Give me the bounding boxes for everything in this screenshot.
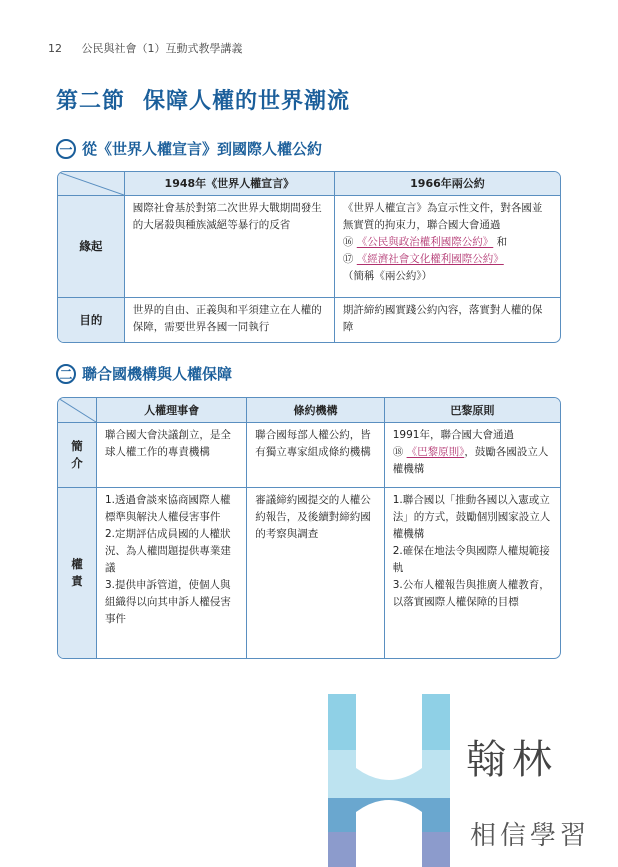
answer-number: ⑱ xyxy=(392,446,404,458)
list-item: 1.聯合國以「推動各國以入憲或立法」的方式，鼓勵個別國家設立人權機構 xyxy=(392,494,551,540)
answer-number: ⑰ xyxy=(342,253,354,265)
table-cell: 聯合國大會決議創立，是全球人權工作的專責機構 xyxy=(97,423,247,488)
diagonal-line-icon xyxy=(58,398,96,422)
declaration-table xyxy=(57,171,561,343)
row-header: 權責 xyxy=(58,488,97,658)
answer-blank: 《經濟社會文化權利國際公約》 xyxy=(356,253,504,265)
page-number: 12 xyxy=(48,42,62,55)
column-header: 巴黎原則 xyxy=(385,398,560,423)
table-cell xyxy=(385,423,560,488)
list-item: 2.確保在地法令與國際人權規範接軌 xyxy=(392,545,550,574)
row-header: 目的 xyxy=(58,298,125,342)
answer-number: ⑯ xyxy=(342,236,354,248)
cell-text: 《世界人權宣言》為宣示性文件，對各國並無實質的拘束力，聯合國大會通過 xyxy=(342,202,543,231)
table-row xyxy=(58,423,560,488)
part1-title xyxy=(56,138,322,159)
table-cell: 國際社會基於對第二次世界大戰期間發生的大屠殺與種族滅絕等暴行的反省 xyxy=(125,196,335,298)
part1-number-badge: 一 xyxy=(56,139,76,159)
table-cell xyxy=(97,488,247,658)
cell-note: （簡稱《兩公約》） xyxy=(342,270,433,282)
section-title xyxy=(56,84,350,115)
row-header: 簡介 xyxy=(58,423,97,488)
table-row xyxy=(58,196,560,298)
part2-heading: 聯合國機構與人權保障 xyxy=(82,365,233,383)
table-cell: 世界的自由、正義與和平須建立在人權的保障，需要世界各國一同執行 xyxy=(125,298,335,342)
column-header: 1966年兩公約 xyxy=(335,172,560,196)
table-corner xyxy=(58,398,97,423)
column-header: 1948年《世界人權宣言》 xyxy=(125,172,335,196)
cell-text: ，鼓勵各國設立人權機構 xyxy=(392,446,549,475)
running-head xyxy=(48,40,243,56)
list-item: 3.提供申訴管道，使個人與組織得以向其申訴人權侵害事件 xyxy=(104,579,231,625)
table-corner xyxy=(58,172,125,196)
table-cell xyxy=(385,488,560,658)
table-row xyxy=(58,488,560,658)
list-item: 1.透過會談來協商國際人權標準與解決人權侵害事件 xyxy=(104,494,231,523)
diagonal-line-icon xyxy=(58,172,124,195)
table-cell: 期許締約國實踐公約內容，落實對人權的保障 xyxy=(342,304,543,333)
table-cell xyxy=(335,196,560,298)
column-header: 人權理事會 xyxy=(97,398,247,423)
answer-blank: 《公民與政治權利國際公約》 xyxy=(356,236,494,248)
part2-number-badge: 二 xyxy=(56,364,76,384)
part1-heading: 從《世界人權宣言》到國際人權公約 xyxy=(82,140,323,158)
list-item: 3.公布人權報告與推廣人權教育，以落實國際人權保障的目標 xyxy=(392,579,550,608)
un-bodies-table xyxy=(57,397,561,659)
cell-text: 1991年，聯合國大會通過 xyxy=(392,429,514,441)
answer-blank: 《巴黎原則》 xyxy=(406,446,465,458)
part2-title xyxy=(56,363,232,384)
h-logo-icon xyxy=(328,694,450,867)
section-heading: 保障人權的世界潮流 xyxy=(143,89,351,114)
section-number: 第二節 xyxy=(56,89,126,114)
list-item: 2.定期評估成員國的人權狀況、為人權問題提供專業建議 xyxy=(104,528,231,574)
table-row xyxy=(58,298,560,342)
brand-name: 翰林 xyxy=(466,737,558,783)
cell-text: 和 xyxy=(496,236,508,248)
table-cell: 審議締約國提交的人權公約報告，及後續對締約國的考察與調查 xyxy=(247,488,384,658)
brand-tagline: 相信學習 xyxy=(470,821,591,851)
row-header: 緣起 xyxy=(58,196,125,298)
table-cell: 聯合國每部人權公約，皆有獨立專家組成條約機構 xyxy=(247,423,384,488)
book-title: 公民與社會（1）互動式教學講義 xyxy=(81,42,243,55)
column-header: 條約機構 xyxy=(247,398,384,423)
